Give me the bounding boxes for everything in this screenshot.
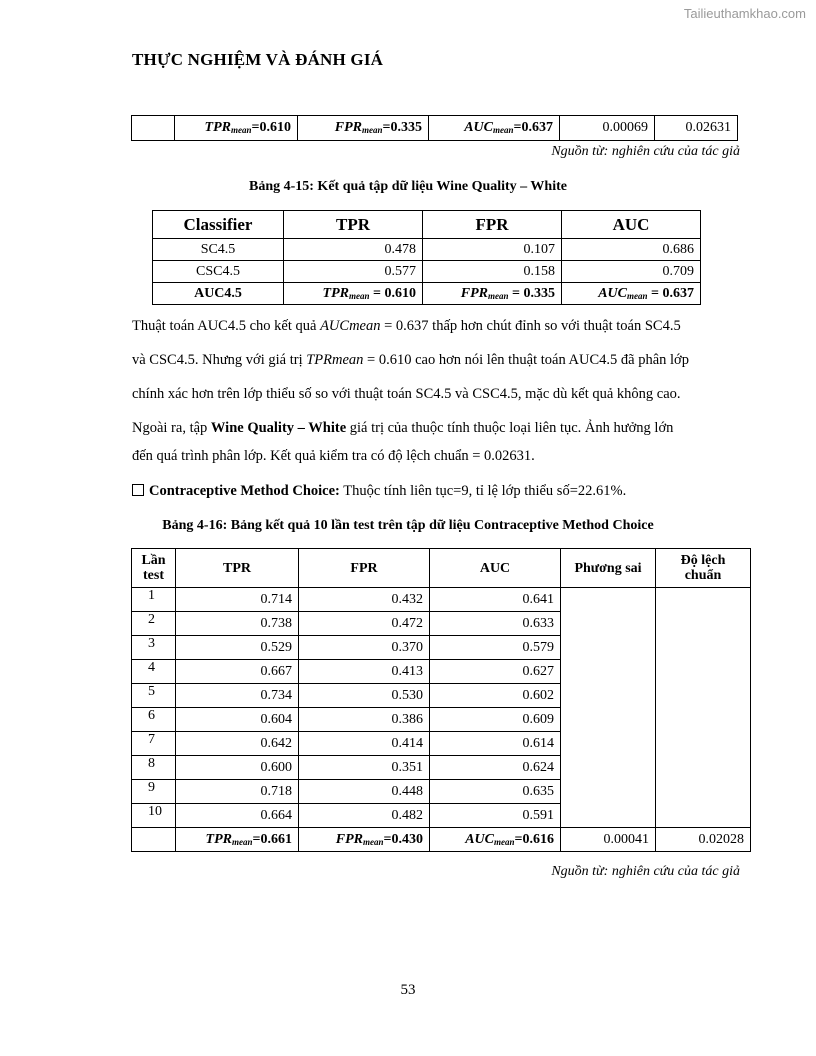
table-cell: 0.642: [176, 732, 299, 756]
table-cell: 10: [132, 804, 176, 828]
table-header-cell: TPR: [176, 549, 299, 588]
table-cell: 4: [132, 660, 176, 684]
table-header-cell: AUC: [430, 549, 561, 588]
table-cell: 0.667: [176, 660, 299, 684]
table-cell: 0.472: [299, 612, 430, 636]
table-cell: 0.530: [299, 684, 430, 708]
bullet-line: Contraceptive Method Choice: Thuộc tính liên tục=9, tỉ lệ lớp thiểu số=22.61%.: [132, 481, 742, 501]
page-heading: THỰC NGHIỆM VÀ ĐÁNH GIÁ: [132, 50, 384, 69]
table-cell: 5: [132, 684, 176, 708]
table-cell: 0.158: [423, 261, 562, 283]
table-header-cell: Phương sai: [561, 549, 656, 588]
table-cell: 0.635: [430, 780, 561, 804]
table-cell: 3: [132, 636, 176, 660]
auc-mean-cell: $AUC_{mean}=0.616$: [430, 828, 561, 852]
table-row: [153, 239, 701, 261]
table-cell: 0.482: [299, 804, 430, 828]
table-row: [153, 261, 701, 283]
table-cell: 0.738: [176, 612, 299, 636]
page-number: 53: [400, 982, 416, 998]
previous-table-summary: [131, 115, 738, 141]
table-cell: 0.432: [299, 588, 430, 612]
table-cell: [132, 116, 175, 141]
table-header-cell: FPR: [299, 549, 430, 588]
table-row: [132, 116, 738, 141]
table-cell: CSC4.5: [153, 261, 284, 283]
table-header-row: [153, 211, 701, 239]
fpr-mean-cell: $FPR_{mean}=0.335$: [298, 116, 429, 141]
table-cell: 0.591: [430, 804, 561, 828]
source-note: Nguồn từ: nghiên cứu của tác giả: [551, 864, 740, 879]
table-cell: 0.386: [299, 708, 430, 732]
table-row: [132, 588, 751, 612]
table-cell: 0.107: [423, 239, 562, 261]
source-note: Nguồn từ: nghiên cứu của tác giả: [551, 144, 740, 159]
table-cell: 0.577: [284, 261, 423, 283]
table-cell: 1: [132, 588, 176, 612]
table-cell: 0.734: [176, 684, 299, 708]
table-cell: 0.709: [562, 261, 701, 283]
fpr-mean-cell: $FPR_{mean} = 0.335$: [423, 283, 562, 305]
table-cell: 0.718: [176, 780, 299, 804]
table-cell: 0.633: [430, 612, 561, 636]
table-cell: 0.351: [299, 756, 430, 780]
table-cell: 7: [132, 732, 176, 756]
auc-mean-cell: $AUC_{mean}=0.637$: [429, 116, 560, 141]
table-cell: 0.664: [176, 804, 299, 828]
table-cell: 0.641: [430, 588, 561, 612]
table-header-row: [132, 549, 751, 588]
table-cell: 0.413: [299, 660, 430, 684]
stddev-cell: 0.02028: [656, 828, 751, 852]
table-header-cell: Classifier: [153, 211, 284, 239]
table16: [131, 548, 751, 852]
table15: [152, 210, 701, 305]
table-header-cell: Độ lệch chuẩn: [656, 549, 751, 588]
stddev-cell: 0.02631: [655, 116, 738, 141]
table-header-cell: Lần test: [132, 549, 176, 588]
table-cell: 0.614: [430, 732, 561, 756]
table-cell: 0.448: [299, 780, 430, 804]
table-cell: 0.604: [176, 708, 299, 732]
paragraph-line: và CSC4.5. Nhưng với giá trị TPRmean = 0.610 cao hơn nói lên thuật toán AUC4.5 đã phân lớp: [132, 352, 689, 368]
table16-caption: Bảng 4-16: Bảng kết quả 10 lần test trên tập dữ liệu Contraceptive Method Choice: [162, 518, 654, 533]
table-row: [153, 283, 701, 305]
table-summary-row: [132, 828, 751, 852]
checkbox-bullet-icon: [132, 484, 144, 496]
table-cell: [132, 828, 176, 852]
table-header-cell: AUC: [562, 211, 701, 239]
paragraph-line: đến quá trình phân lớp. Kết quả kiểm tra có độ lệch chuẩn = 0.02631.: [132, 448, 535, 464]
table-cell: 0.370: [299, 636, 430, 660]
paragraph-line: chính xác hơn trên lớp thiểu số so với thuật toán SC4.5 và CSC4.5, mặc dù kết quả không cao.: [132, 386, 681, 402]
variance-cell: 0.00069: [560, 116, 655, 141]
auc-mean-cell: $AUC_{mean} = 0.637$: [562, 283, 701, 305]
table-cell: 0.600: [176, 756, 299, 780]
table-cell: 8: [132, 756, 176, 780]
table-cell: 9: [132, 780, 176, 804]
table-cell: 0.624: [430, 756, 561, 780]
table-cell: 6: [132, 708, 176, 732]
table-cell: 0.686: [562, 239, 701, 261]
table-cell: 0.414: [299, 732, 430, 756]
table-cell: 0.602: [430, 684, 561, 708]
table-header-cell: TPR: [284, 211, 423, 239]
watermark: Tailieuthamkhao.com: [683, 6, 806, 21]
table-cell: 0.478: [284, 239, 423, 261]
tpr-mean-cell: $TPR_{mean}=0.661$: [176, 828, 299, 852]
stddev-merged-cell: [656, 588, 751, 828]
table-cell: 2: [132, 612, 176, 636]
variance-cell: 0.00041: [561, 828, 656, 852]
tpr-mean-cell: $TPR_{mean}=0.610$: [175, 116, 298, 141]
paragraph-line: Thuật toán AUC4.5 cho kết quả AUCmean = 0.637 thấp hơn chút đỉnh so với thuật toán SC4.5: [132, 318, 681, 334]
table-cell: 0.609: [430, 708, 561, 732]
table-header-cell: FPR: [423, 211, 562, 239]
variance-merged-cell: [561, 588, 656, 828]
tpr-mean-cell: $TPR_{mean} = 0.610$: [284, 283, 423, 305]
table-cell: SC4.5: [153, 239, 284, 261]
table-cell: 0.714: [176, 588, 299, 612]
table15-caption: Bảng 4-15: Kết quả tập dữ liệu Wine Quality – White: [248, 179, 567, 194]
table-cell: 0.529: [176, 636, 299, 660]
table-cell: AUC4.5: [153, 283, 284, 305]
paragraph-line: Ngoài ra, tập Wine Quality – White giá trị của thuộc tính thuộc loại liên tục. Ảnh hưởng lớn: [132, 420, 674, 436]
fpr-mean-cell: $FPR_{mean}=0.430$: [299, 828, 430, 852]
table-cell: 0.627: [430, 660, 561, 684]
table-cell: 0.579: [430, 636, 561, 660]
